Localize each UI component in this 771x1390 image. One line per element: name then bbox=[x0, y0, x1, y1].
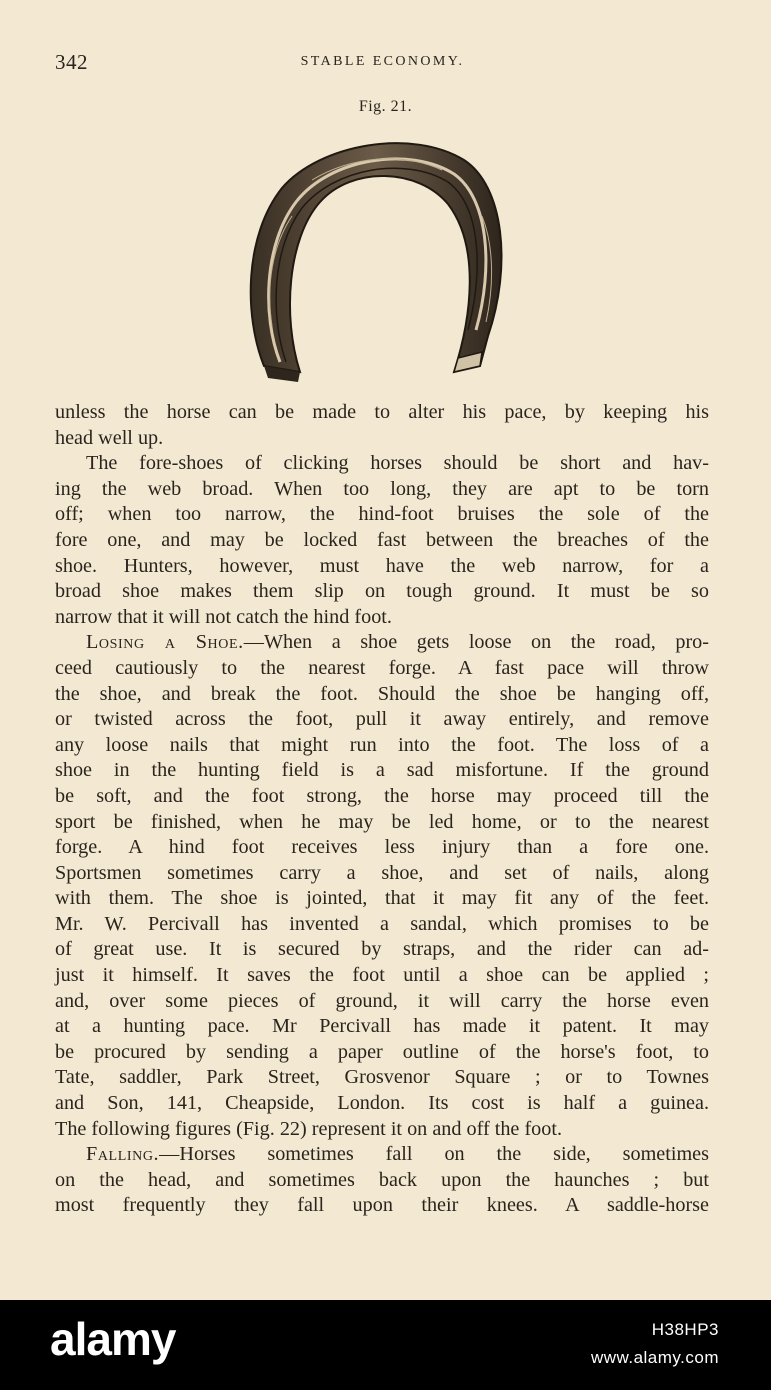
text-line bbox=[55, 810, 709, 836]
line-text: be procured by sending a paper outline of the horse's foot, to bbox=[55, 1040, 709, 1063]
figure-caption: Fig. 21. bbox=[358, 98, 413, 115]
line-text: —When a shoe gets loose on the road, pro- bbox=[243, 631, 710, 654]
line-text: or twisted across the foot, pull it away entirely, and remove bbox=[55, 708, 709, 731]
text-line bbox=[55, 963, 709, 989]
line-text: of great use. It is secured by straps, and the rider can ad- bbox=[55, 938, 709, 961]
section-heading: Falling. bbox=[86, 1143, 160, 1166]
line-text: Mr. W. Percivall has invented a sandal, which promises to be bbox=[55, 912, 709, 935]
text-line bbox=[55, 1014, 709, 1040]
watermark-url: www.alamy.com bbox=[590, 1348, 719, 1367]
line-text: and Son, 141, Cheapside, London. Its cost is half a guinea. bbox=[55, 1092, 709, 1115]
text-line bbox=[55, 1168, 709, 1194]
text-line bbox=[55, 1091, 709, 1117]
text-line bbox=[55, 400, 709, 426]
line-text: ceed cautiously to the nearest forge. A fast pace will throw bbox=[55, 656, 709, 679]
line-text: most frequently they fall upon their knees. A saddle-horse bbox=[55, 1194, 709, 1217]
text-line bbox=[55, 1040, 709, 1066]
line-text: broad shoe makes them slip on tough ground. It must be so bbox=[55, 580, 709, 603]
line-text: shoe. Hunters, however, must have the web narrow, for a bbox=[55, 554, 709, 577]
section-heading: Losing a Shoe. bbox=[86, 631, 244, 654]
horseshoe-figure bbox=[242, 126, 512, 388]
text-line bbox=[55, 426, 709, 452]
line-text: ing the web broad. When too long, they are apt to be torn bbox=[55, 477, 709, 500]
line-text: with them. The shoe is jointed, that it may fit any of the feet. bbox=[55, 887, 709, 910]
line-text: The following figures (Fig. 22) represent it on and off the foot. bbox=[55, 1117, 563, 1140]
text-line bbox=[55, 451, 709, 477]
line-text: the shoe, and break the foot. Should the shoe be hanging off, bbox=[55, 682, 709, 705]
line-text: shoe in the hunting field is a sad misfortune. If the ground bbox=[55, 759, 709, 782]
page-number: 342 bbox=[55, 50, 88, 74]
text-line bbox=[55, 528, 709, 554]
line-text: off; when too narrow, the hind-foot bruises the sole of the bbox=[55, 503, 709, 526]
line-text: The fore-shoes of clicking horses should be short and hav- bbox=[86, 452, 709, 475]
line-text: sport be finished, when he may be led home, or to the nearest bbox=[55, 810, 709, 833]
running-title: STABLE ECONOMY. bbox=[300, 54, 465, 69]
text-line bbox=[55, 605, 709, 631]
body-text bbox=[55, 400, 709, 1219]
line-text: narrow that it will not catch the hind foot. bbox=[55, 605, 392, 628]
text-line bbox=[55, 656, 709, 682]
text-line bbox=[55, 758, 709, 784]
horseshoe-icon bbox=[242, 126, 512, 388]
line-text: and, over some pieces of ground, it will carry the horse even bbox=[55, 989, 709, 1012]
watermark-footer bbox=[0, 1300, 771, 1390]
text-line bbox=[55, 861, 709, 887]
text-line bbox=[55, 682, 709, 708]
watermark-logo: alamy bbox=[50, 1313, 176, 1365]
line-text: —Horses sometimes fall on the side, sometimes bbox=[159, 1143, 709, 1166]
text-line bbox=[55, 707, 709, 733]
text-line bbox=[55, 1065, 709, 1091]
text-line bbox=[55, 1142, 709, 1168]
line-text: forge. A hind foot receives less injury than a fore one. bbox=[55, 836, 709, 859]
line-text: Sportsmen sometimes carry a shoe, and set of nails, along bbox=[55, 861, 709, 884]
text-line bbox=[55, 886, 709, 912]
text-line bbox=[55, 835, 709, 861]
line-text: just it himself. It saves the foot until a shoe can be applied ; bbox=[55, 964, 709, 987]
line-text: on the head, and sometimes back upon the haunches ; but bbox=[55, 1168, 709, 1191]
text-line bbox=[55, 989, 709, 1015]
text-line bbox=[55, 477, 709, 503]
line-text: Tate, saddler, Park Street, Grosvenor Square ; or to Townes bbox=[55, 1066, 709, 1089]
text-line bbox=[55, 912, 709, 938]
text-line bbox=[55, 1117, 709, 1143]
line-text: unless the horse can be made to alter his pace, by keeping his bbox=[55, 401, 709, 423]
line-text: any loose nails that might run into the foot. The loss of a bbox=[55, 733, 709, 756]
text-line bbox=[55, 579, 709, 605]
text-line bbox=[55, 1193, 709, 1219]
text-line bbox=[55, 554, 709, 580]
text-line bbox=[55, 937, 709, 963]
text-line bbox=[55, 784, 709, 810]
image-id: H38HP3 bbox=[651, 1320, 719, 1339]
line-text: at a hunting pace. Mr Percivall has made it patent. It may bbox=[55, 1015, 709, 1038]
line-text: be soft, and the foot strong, the horse may proceed till the bbox=[55, 784, 709, 807]
line-text: fore one, and may be locked fast between the breaches of the bbox=[55, 528, 709, 551]
line-text: head well up. bbox=[55, 426, 164, 449]
text-line bbox=[55, 502, 709, 528]
running-head bbox=[55, 50, 710, 74]
text-line bbox=[55, 630, 709, 656]
text-line bbox=[55, 733, 709, 759]
